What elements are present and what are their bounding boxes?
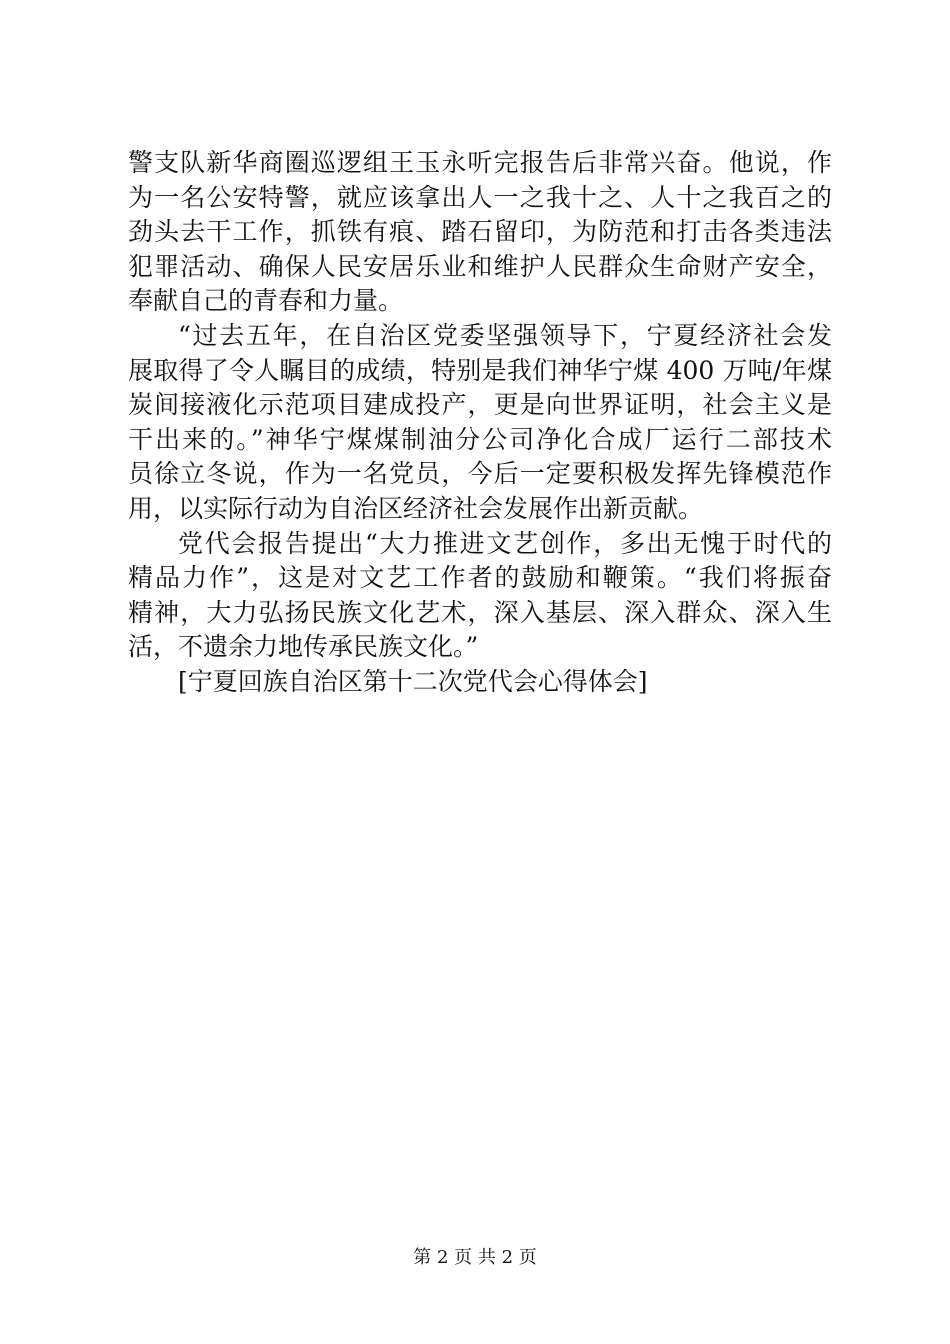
paragraph-2 — [128, 319, 832, 527]
text-line: 员徐立冬说，作为一名党员，今后一定要积极发挥先锋模范作 — [128, 459, 832, 489]
text-line: 党代会报告提出“大力推进文艺创作，多出无愧于时代的 — [178, 528, 832, 558]
paragraph-4 — [128, 665, 832, 700]
text-line: 奉献自己的青春和力量。 — [128, 286, 404, 316]
text-line: 炭间接液化示范项目建成投产，更是向世界证明，社会主义是 — [128, 390, 832, 420]
text-line: “过去五年，在自治区党委坚强领导下，宁夏经济社会发 — [178, 320, 832, 350]
document-body — [128, 146, 832, 700]
document-title-note: [宁夏回族自治区第十二次党代会心得体会] — [178, 666, 648, 696]
text-line: 劲头去干工作，抓铁有痕、踏石留印，为防范和打击各类违法 — [128, 217, 832, 247]
text-line: 精品力作”，这是对文艺工作者的鼓励和鞭策。“我们将振奋 — [128, 563, 832, 593]
text-line: 用，以实际行动为自治区经济社会发展作出新贡献。 — [128, 493, 704, 523]
text-line: 犯罪活动、确保人民安居乐业和维护人民群众生命财产安全， — [128, 251, 832, 281]
paragraph-3 — [128, 527, 832, 665]
text-line: 干出来的。”神华宁煤煤制油分公司净化合成厂运行二部技术 — [128, 424, 832, 454]
text-line: 为一名公安特警，就应该拿出人一之我十之、人十之我百之的 — [128, 182, 832, 212]
paragraph-1 — [128, 146, 832, 319]
text-line: 警支队新华商圈巡逻组王玉永听完报告后非常兴奋。他说，作 — [128, 148, 832, 177]
text-line: 展取得了令人瞩目的成绩，特别是我们神华宁煤 400 万吨/年煤 — [128, 355, 832, 385]
text-line: 精神，大力弘扬民族文化艺术，深入基层、深入群众、深入生 — [128, 597, 832, 627]
text-line: 活，不遗余力地传承民族文化。” — [128, 632, 479, 662]
page-number-footer: 第 2 页 共 2 页 — [413, 1247, 537, 1268]
